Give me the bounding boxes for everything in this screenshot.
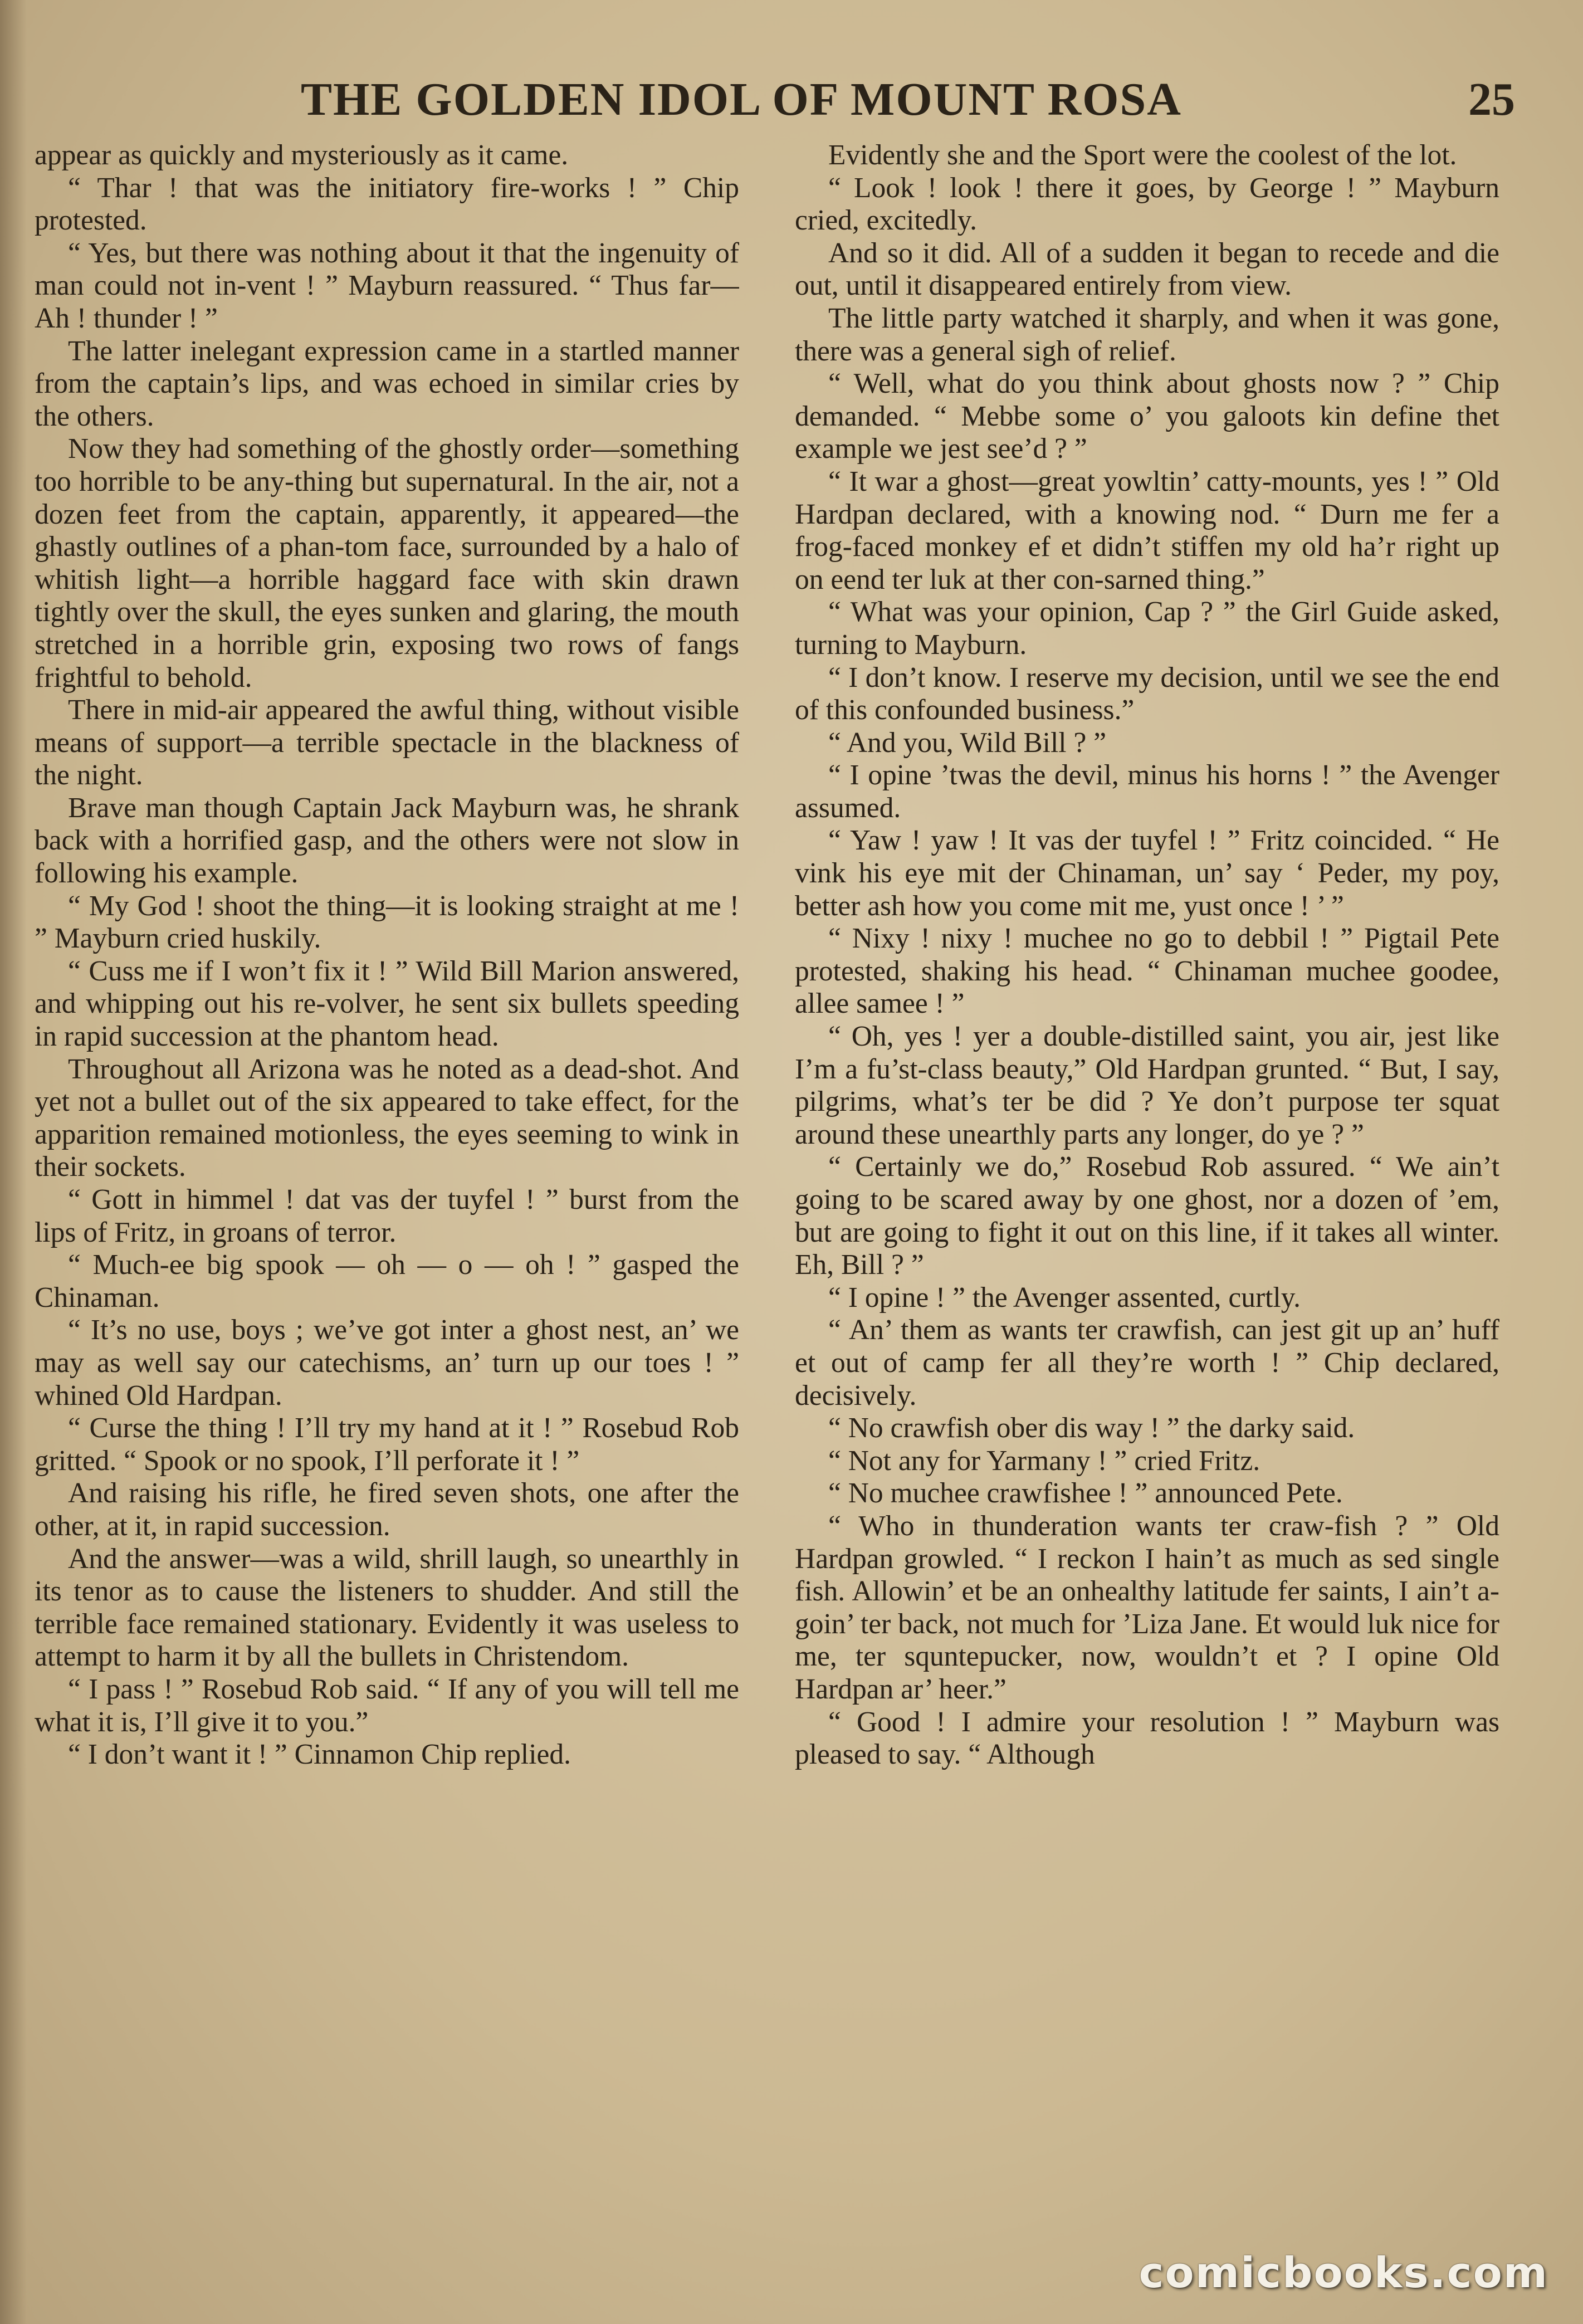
paragraph: “ I don’t want it ! ” Cinnamon Chip replied.: [68, 1739, 571, 1771]
paragraph: “ Who in thunderation wants ter craw-fish ? ” Old Hardpan growled. “ I reckon I hain’t as much as sed single fish. Allowin’ et be an onhealthy latitude fer saints, I ain’t a-goin’ ter back, not much for ’Liza Jane. Et would luk nice for me, ter squntepucker, now, wouldn’t et ? I opine Old Hardpan ar’ heer.”: [795, 1510, 1499, 1705]
paragraph: Throughout all Arizona was he noted as a dead-shot. And yet not a bullet out of the six appeared to take effect, for the apparition remained motionless, the eyes seeming to wink in their sockets.: [35, 1053, 739, 1183]
running-title: THE GOLDEN IDOL OF MOUNT ROSA: [301, 74, 1182, 125]
page-header: [301, 72, 1515, 134]
paragraph: “ It’s no use, boys ; we’ve got inter a ghost nest, an’ we may as well say our catechisms, an’ turn up our toes ! ” whined Old Hardpan.: [35, 1314, 739, 1412]
paragraph: “ Well, what do you think about ghosts now ? ” Chip demanded. “ Mebbe some o’ you galoots kin define thet example we jest see’d ? ”: [795, 368, 1499, 465]
paragraph: And so it did. All of a sudden it began to recede and die out, until it disappeared entirely from view.: [795, 237, 1499, 302]
paragraph: “ Look ! look ! there it goes, by George ! ” Mayburn cried, excitedly.: [795, 172, 1499, 237]
paragraph: “ Certainly we do,” Rosebud Rob assured. “ We ain’t going to be scared away by one ghost, nor a dozen of ’em, but are going to fight it out on this line, if it takes all winter. Eh, Bill ? ”: [795, 1151, 1499, 1281]
paragraph: Now they had something of the ghostly order—something too horrible to be any-thing but supernatural. In the air, not a dozen feet from the captain, apparently, it appeared—the ghastly outlines of a phan-tom face, surrounded by a halo of whitish light—a horrible haggard face with skin drawn tightly over the skull, the eyes sunken and glaring, the mouth stretched in a horrible grin, exposing two rows of fangs frightful to behold.: [35, 433, 739, 694]
paragraph: “ Yaw ! yaw ! It vas der tuyfel ! ” Fritz coincided. “ He vink his eye mit der Chinaman, un’ say ‘ Peder, my poy, better ash how you come mit me, yust once ! ’ ”: [795, 824, 1499, 922]
paragraph: “ I opine ’twas the devil, minus his horns ! ” the Avenger assumed.: [795, 759, 1499, 824]
paragraph: Evidently she and the Sport were the coolest of the lot.: [828, 139, 1457, 171]
paragraph: “ No muchee crawfishee ! ” announced Pete.: [828, 1477, 1343, 1510]
paragraph: “ Not any for Yarmany ! ” cried Fritz.: [828, 1444, 1260, 1477]
paragraph: “ My God ! shoot the thing—it is looking straight at me ! ” Mayburn cried huskily.: [35, 890, 739, 955]
paragraph: “ I opine ! ” the Avenger assented, curtly.: [828, 1281, 1301, 1314]
paragraph: “ Gott in himmel ! dat vas der tuyfel ! ” burst from the lips of Fritz, in groans of terror.: [35, 1184, 739, 1248]
paragraph: And raising his rifle, he fired seven shots, one after the other, at it, in rapid succession.: [35, 1477, 739, 1542]
paragraph: “ I pass ! ” Rosebud Rob said. “ If any of you will tell me what it is, I’ll give it to you.”: [35, 1673, 739, 1738]
watermark: comicbooks.com: [1139, 2248, 1548, 2297]
paragraph: “ Yes, but there was nothing about it that the ingenuity of man could not in-vent ! ” Mayburn reassured. “ Thus far—Ah ! thunder ! ”: [35, 237, 739, 334]
paragraph: “ Oh, yes ! yer a double-distilled saint, you air, jest like I’m a fu’st-class beauty,” Old Hardpan grunted. “ But, I say, pilgrims, what’s ter be did ? Ye don’t purpose ter squat around these unearthly parts any longer, do ye ? ”: [795, 1021, 1499, 1150]
paragraph: “ Curse the thing ! I’ll try my hand at it ! ” Rosebud Rob gritted. “ Spook or no spook, I’ll perforate it ! ”: [35, 1412, 739, 1477]
paragraph: “ Nixy ! nixy ! muchee no go to debbil ! ” Pigtail Pete protested, shaking his head. “ Chinaman muchee goodee, allee samee ! ”: [795, 922, 1499, 1020]
paragraph: “ Much-ee big spook — oh — o — oh ! ” gasped the Chinaman.: [35, 1249, 739, 1314]
paragraph: appear as quickly and mysteriously as it came.: [35, 139, 569, 171]
paragraph: There in mid-air appeared the awful thing, without visible means of support—a terrible spectacle in the blackness of the night.: [35, 694, 739, 792]
paragraph: Brave man though Captain Jack Mayburn was, he shrank back with a horrified gasp, and the others were not slow in following his example.: [35, 792, 739, 890]
paragraph: “ I don’t know. I reserve my decision, until we see the end of this confounded business.”: [795, 661, 1499, 726]
paragraph: The latter inelegant expression came in a startled manner from the captain’s lips, and was echoed in similar cries by the others.: [35, 335, 739, 432]
paragraph: “ Thar ! that was the initiatory fire-works ! ” Chip protested.: [35, 172, 739, 237]
page-number: 25: [1468, 74, 1515, 125]
paragraph: “ No crawfish ober dis way ! ” the darky said.: [828, 1412, 1355, 1444]
paragraph: “ Good ! I admire your resolution ! ” Mayburn was pleased to say. “ Although: [795, 1706, 1499, 1771]
paragraph: The little party watched it sharply, and when it was gone, there was a general sigh of relief.: [795, 302, 1499, 367]
paragraph: “ And you, Wild Bill ? ”: [828, 726, 1107, 759]
page-edge-shadow: [0, 0, 27, 2324]
paragraph: And the answer—was a wild, shrill laugh, so unearthly in its tenor as to cause the listeners to shudder. And still the terrible face remained stationary. Evidently it was useless to attempt to harm it by all the bullets in Christendom.: [35, 1542, 739, 1673]
text-column-left: [35, 139, 739, 2234]
paragraph: “ It war a ghost—great yowltin’ catty-mounts, yes ! ” Old Hardpan declared, with a knowing nod. “ Durn me fer a frog-faced monkey ef et didn’t stiffen my old ha’r right up on eend ter luk at ther con-sarned thing.”: [795, 465, 1499, 595]
paragraph: “ Cuss me if I won’t fix it ! ” Wild Bill Marion answered, and whipping out his re-volver, he sent six bullets speeding in rapid succession at the phantom head.: [35, 955, 739, 1053]
text-column-right: [795, 139, 1499, 2234]
paragraph: “ An’ them as wants ter crawfish, can jest git up an’ huff et out of camp fer all they’re worth ! ” Chip declared, decisively.: [795, 1314, 1499, 1412]
paragraph: “ What was your opinion, Cap ? ” the Girl Guide asked, turning to Mayburn.: [795, 596, 1499, 661]
